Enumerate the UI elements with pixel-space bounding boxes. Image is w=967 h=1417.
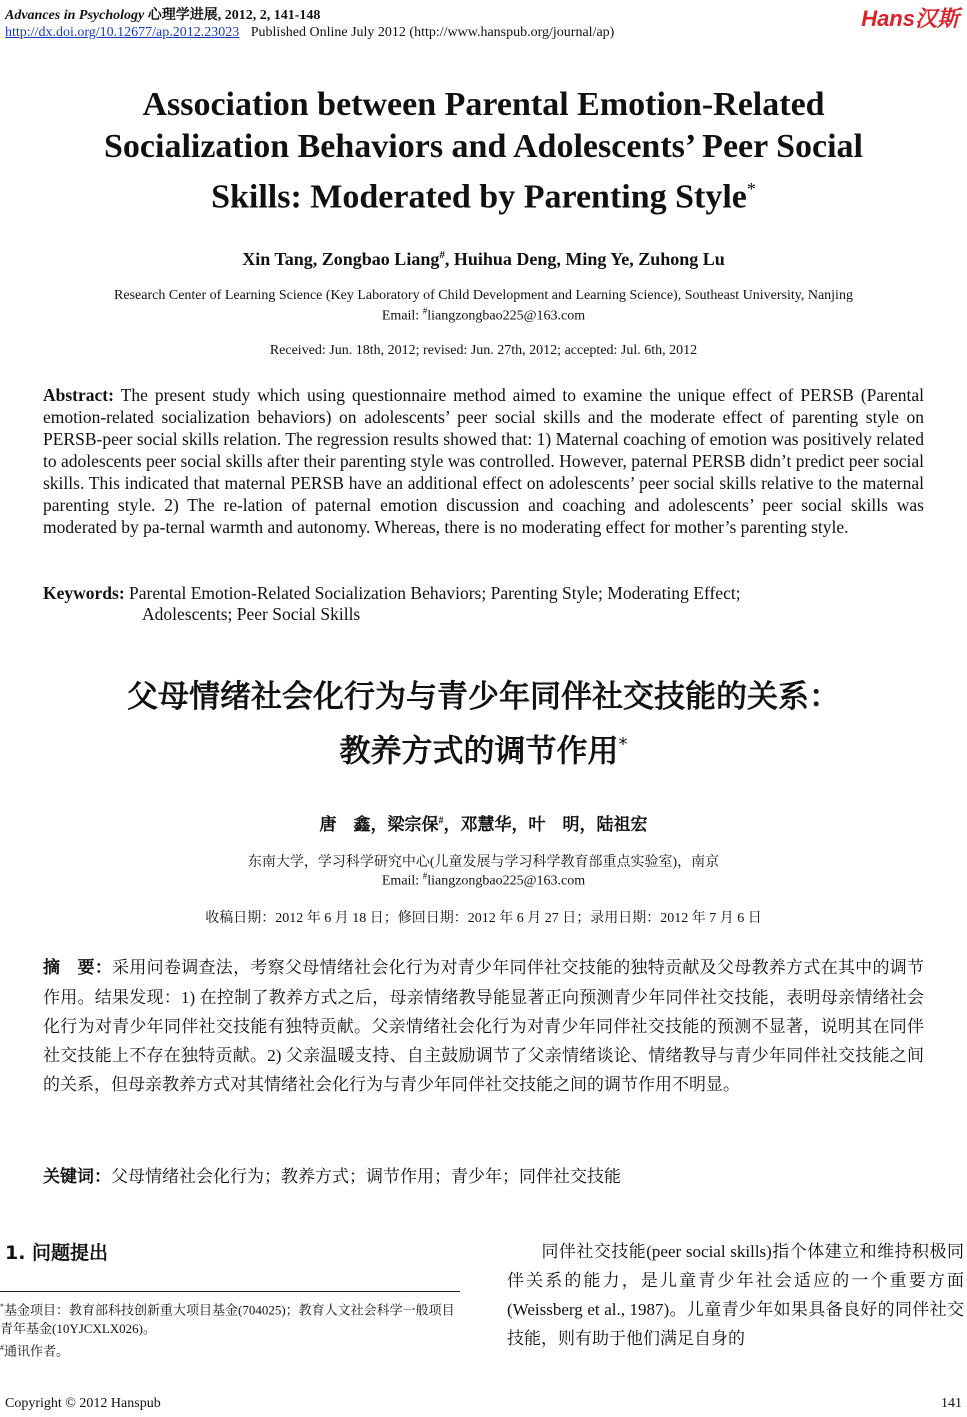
journal-name-cn: 心理学进展: [147, 8, 218, 23]
chinese-email: Email: #liangzongbao225@163.com: [381, 871, 586, 889]
english-keywords: [43, 582, 924, 604]
journal-header: [5, 4, 320, 24]
abstract-label: Abstract:: [43, 385, 114, 405]
doi-line: [5, 25, 614, 41]
corresponding-mark: #: [439, 249, 445, 261]
chinese-dates: 收稿日期：2012 年 6 月 18 日；修回日期：2012 年 6 月 27 日；录用日期：2012 年 7 月 6 日: [205, 911, 762, 926]
body-paragraph: 同伴社交技能(peer social skills)指个体建立和维持积极同伴关系的能力，是儿童青少年社会适应的一个重要方面(Weissberg et al., 1987)。儿童青少年如果具备良好的同伴社交技能，则有助于他们满足自身的: [507, 1242, 964, 1348]
doi-link[interactable]: http://dx.doi.org/10.12677/ap.2012.23023: [5, 25, 240, 40]
abstract-text: The present study which using questionnaire method aimed to examine the unique effect of PERSB (Parental emotion-related socialization behaviors) on adolescents’ peer social skills and the moderate effect of parenting style on PERSB-peer social skills relation. The regression results showed that: 1) Maternal coaching of emotion was positively related to adolescents peer social skills after their parenting style was controlled. However, paternal PERSB didn’t predict peer social skills. This indicated that maternal PERSB have an additional effect on adolescents’ peer social skills relative to the maternal parenting style. 2) The re-lation of paternal emotion discussion and coaching and adolescents’ peer social skills was moderated by pa-ternal warmth and autonomy. Whereas, there is no moderating effect for mother’s parenting style.: [43, 385, 925, 537]
english-dates: Received: Jun. 18th, 2012; revised: Jun. 27th, 2012; accepted: Jul. 6th, 2012: [269, 343, 698, 358]
abstract-label: 摘 要：: [43, 958, 113, 978]
abstract-text: 采用问卷调查法，考察父母情绪社会化行为对青少年同伴社交技能的独特贡献及父母教养方式在其中的调节作用。结果发现：1) 在控制了教养方式之后，母亲情绪教导能显著正向预测青少年同伴社交技能，表明母亲情绪社会化行为对青少年同伴社交技能有独特贡献。父亲情绪社会化行为对青少年同伴社交技能的预测不显著，说明其在同伴社交技能上不存在独特贡献。2) 父亲温暖支持、自主鼓励调节了父亲情绪谈论、情绪教导与青少年同伴社交技能之间的关系，但母亲教养方式对其情绪社会化行为与青少年同伴社交技能之间的调节作用不明显。: [43, 958, 925, 1094]
footnote-divider: [0, 1291, 460, 1292]
footnote-corresponding: #通讯作者。: [0, 1343, 70, 1359]
english-email: Email: #liangzongbao225@163.com: [381, 306, 586, 324]
chinese-keywords: [43, 1162, 621, 1187]
copyright: Copyright © 2012 Hanspub: [5, 1396, 161, 1411]
hanspub-logo: Hans汉斯: [861, 6, 959, 31]
title-line: Socialization Behaviors and Adolescents’ Peer Social: [104, 128, 863, 165]
chinese-abstract: [43, 953, 924, 1099]
corresponding-mark: #: [438, 815, 444, 827]
footnotes: [0, 1297, 462, 1361]
chinese-title: [30, 673, 937, 775]
journal-name: Advances in Psychology: [5, 8, 145, 23]
page-number: 141: [941, 1396, 962, 1411]
title-line: 父母情绪社会化行为与青少年同伴社交技能的关系：: [127, 679, 840, 715]
title-footnote-mark: *: [618, 734, 628, 755]
title-line: Association between Parental Emotion-Related: [142, 86, 825, 123]
title-footnote-mark: *: [746, 179, 756, 199]
chinese-authors: 唐 鑫，梁宗保#，邓慧华，叶 明，陆祖宏: [319, 815, 648, 834]
title-line: 教养方式的调节作用: [339, 733, 619, 770]
published-note: Published Online July 2012 (http://www.hanspub.org/journal/ap): [250, 25, 615, 40]
english-affiliation: Research Center of Learning Science (Key Laboratory of Child Development and Learning Science), Southeast University, Nanjing: [114, 288, 853, 303]
english-title: [40, 84, 927, 218]
footnote-funding: *基金项目：教育部科技创新重大项目基金(704025)；教育人文社会科学一般项目青年基金(10YJCXLX026)。: [0, 1302, 455, 1337]
volume-info: , 2012, 2, 141-148: [217, 8, 321, 23]
section-heading: 1. 问题提出: [5, 1242, 109, 1264]
chinese-affiliation: 东南大学，学习科学研究中心(儿童发展与学习科学教育部重点实验室)，南京: [247, 855, 720, 870]
english-abstract: [43, 384, 924, 538]
keywords-label: 关键词：: [43, 1167, 111, 1187]
keywords-label: Keywords:: [43, 583, 125, 603]
keywords-line-2: Adolescents; Peer Social Skills: [142, 604, 361, 624]
title-line: Skills: Moderated by Parenting Style: [211, 178, 747, 216]
keywords-line-1: Parental Emotion-Related Socialization Behaviors; Parenting Style; Moderating Effect;: [129, 583, 741, 603]
english-authors: Xin Tang, Zongbao Liang#, Huihua Deng, Ming Ye, Zuhong Lu: [242, 249, 725, 269]
body-column-right: [507, 1237, 964, 1353]
keywords-text: 父母情绪社会化行为；教养方式；调节作用；青少年；同伴社交技能: [111, 1167, 621, 1186]
